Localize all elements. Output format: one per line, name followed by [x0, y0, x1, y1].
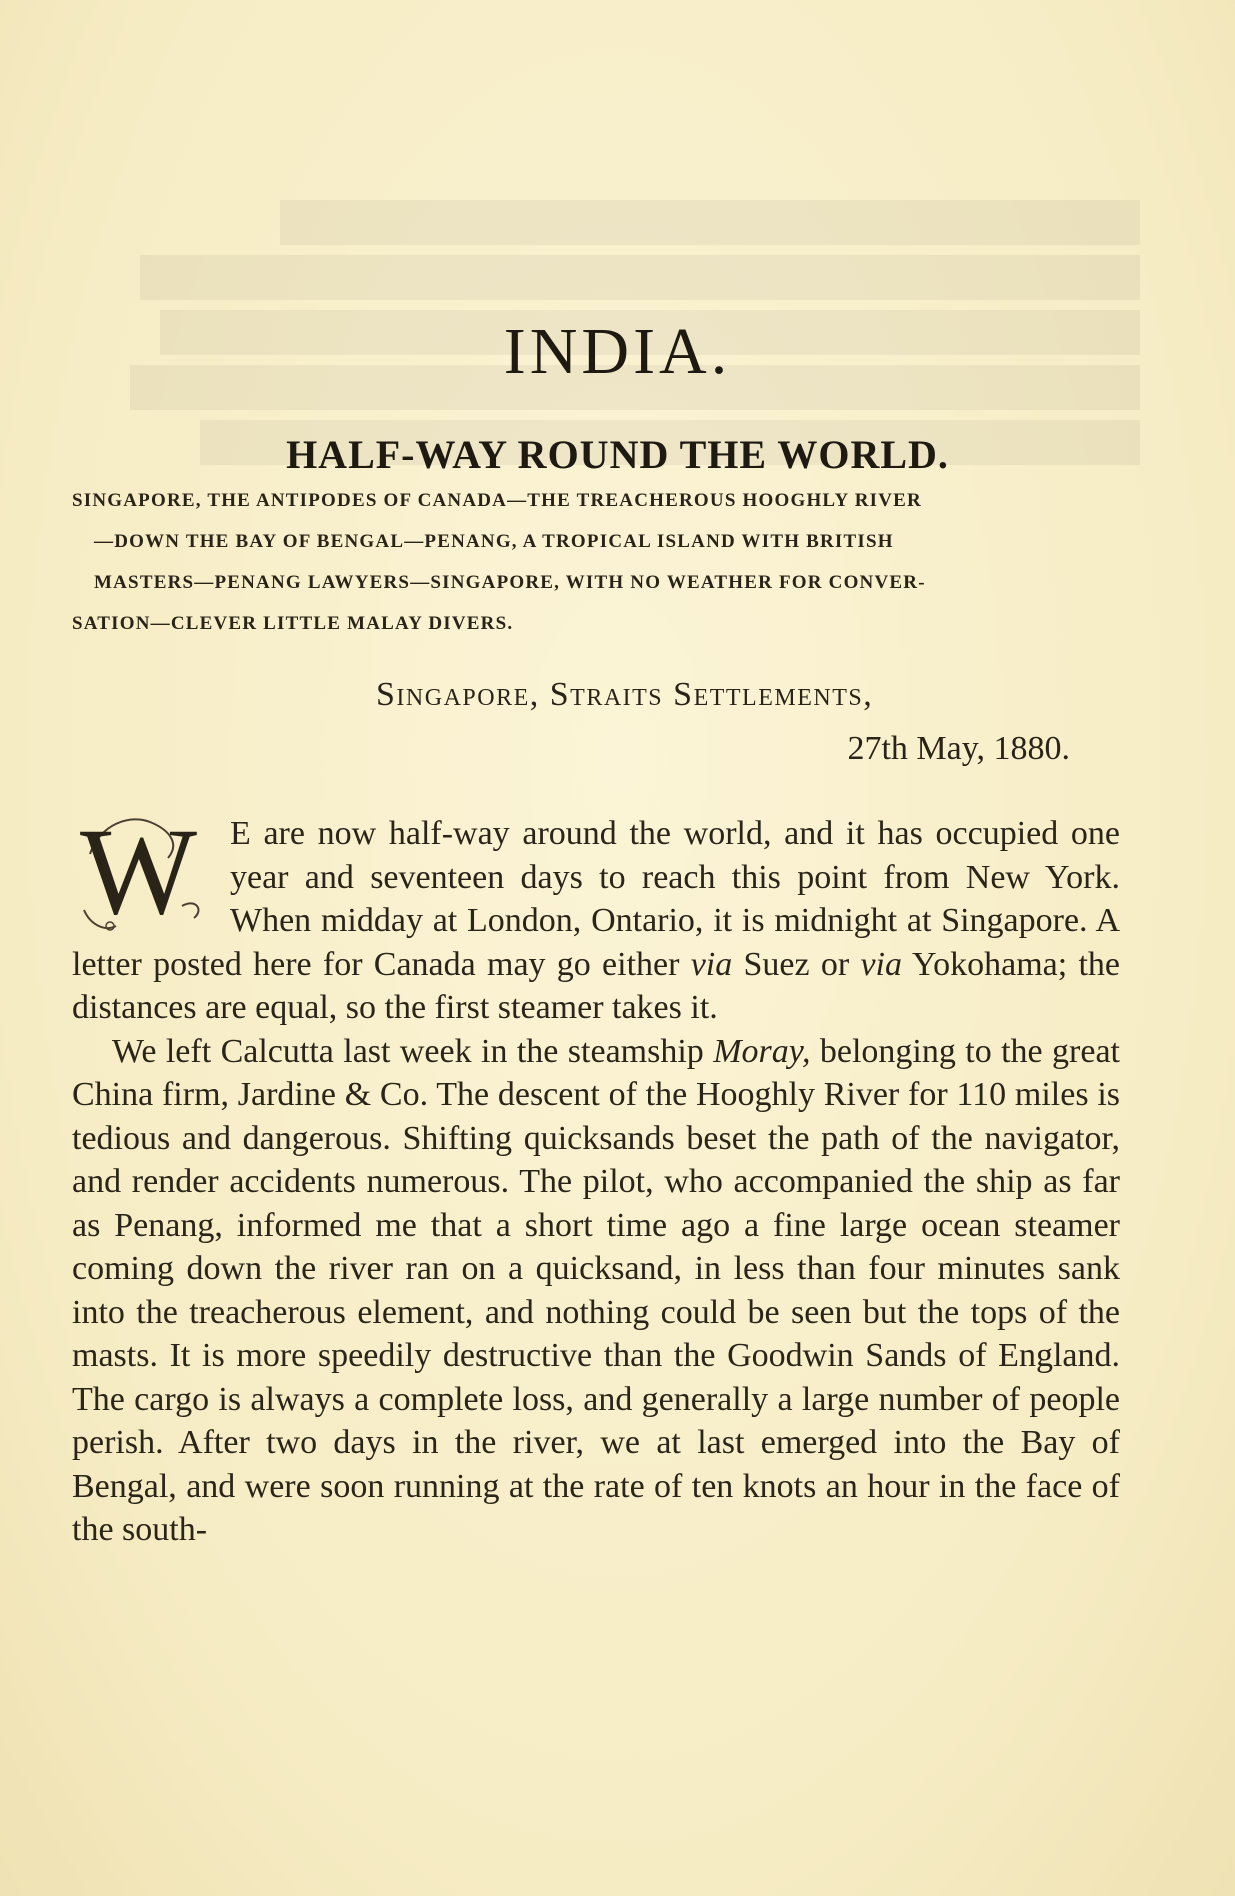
text-line: occupied one year and seventeen days to reach: [230, 815, 1121, 896]
chapter-synopsis: [72, 480, 1120, 644]
dateline-place: Singapore, Straits Settlements,: [376, 676, 874, 713]
text-line: E are now half-way around the world, and it has: [230, 815, 923, 852]
ship-name: Moray,: [713, 1032, 811, 1070]
synopsis-line: SINGAPORE, THE ANTIPODES OF CANADA—THE TREACHEROUS HOOGHLY RIVER: [72, 490, 922, 511]
text-line: posted here for Canada may go either: [153, 945, 691, 983]
body-text: [72, 803, 1121, 1552]
chapter-title: INDIA.: [503, 315, 732, 389]
chapter-subtitle: HALF-WAY ROUND THE WORLD.: [286, 432, 949, 478]
text-line: takes it.: [612, 989, 718, 1026]
italic-word: via: [690, 945, 733, 983]
text-run: belonging to the great China firm, Jardine & Co. The descent of the Hooghly River for 110 miles is tedious and dangerous. Shifting quicksands beset the path of the navigator, and render accidents numerous. The pilot, who accompanied the ship as far as Penang, informed me that a short time ago a fine large ocean steamer coming down the river ran on a quicksand, in less than four minutes sank into the treacherous element, and nothing could be seen but the tops of the masts. It is more speedily destructive than the Goodwin Sands of England. The cargo is always a complete loss, and generally a large number of people perish. After two days in the river, we at last emerged into the Bay of Bengal, and were soon running at the rate of ten knots an hour in the face of the south-: [72, 1032, 1120, 1548]
text-line: Suez or: [732, 945, 861, 983]
text-line: this point from New York. When midday at: [230, 858, 1120, 939]
text-line: London, Ontario, it is midnight at Singapore. A letter: [72, 902, 1121, 983]
synopsis-line: SATION—CLEVER LITTLE MALAY DIVERS.: [72, 613, 514, 634]
ornamental-dropcap: [70, 803, 220, 942]
show-through-text: [60, 80, 1140, 465]
dropcap-letter: W: [80, 803, 198, 940]
synopsis-line: MASTERS—PENANG LAWYERS—SINGAPORE, WITH NO WEATHER FOR CONVER-: [94, 572, 926, 593]
text-line: Yokohama; the distances are equal, so the first steamer: [72, 945, 1121, 1026]
synopsis-line: —DOWN THE BAY OF BENGAL—PENANG, A TROPICAL ISLAND WITH BRITISH: [94, 531, 894, 552]
paragraph-2: [72, 1030, 1120, 1552]
text-run: We left Calcutta last week in the steamship: [112, 1032, 714, 1070]
dateline-date: 27th May, 1880.: [847, 730, 1070, 767]
italic-word: via: [860, 945, 902, 983]
paragraph-1: [72, 803, 1121, 1030]
